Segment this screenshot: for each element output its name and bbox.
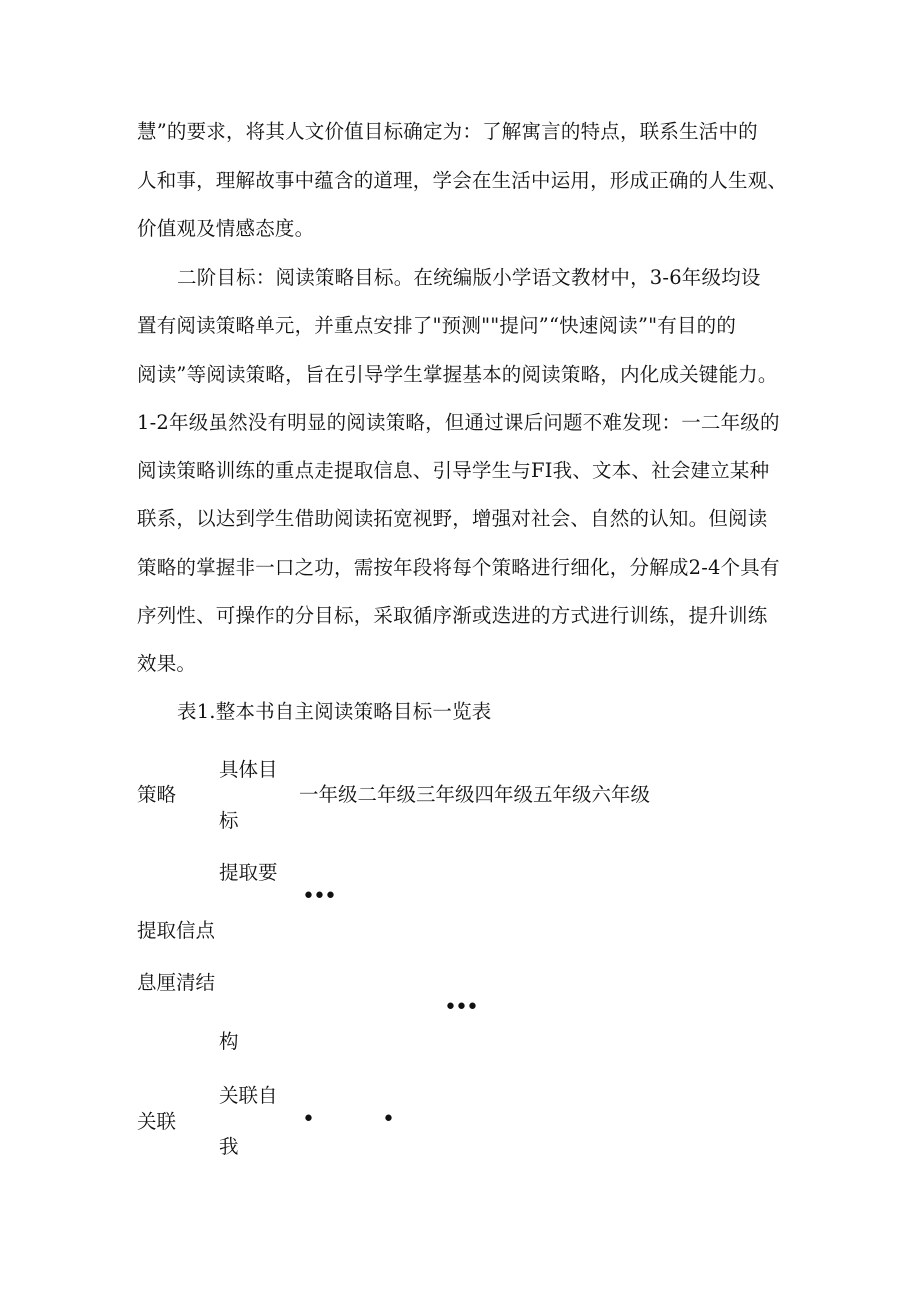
row2-goal-line1: 关联自: [219, 1084, 278, 1107]
table-caption: 表1.整本书自主阅读策略目标一览表: [177, 700, 492, 723]
text-line: 阅读”等阅读策略，旨在引导学生掌握基本的阅读策略，内化成关键能力。: [137, 363, 778, 386]
row2-mark-a: •: [302, 1107, 315, 1132]
text-line: 价值观及情感态度。: [137, 217, 315, 240]
text-line: 阅读策略训练的重点走提取信息、引导学生与FI我、文本、社会建立某种: [137, 459, 770, 482]
row1-strategy-line2: 息厘清结: [137, 971, 216, 994]
text-line: 置有阅读策略单元，并重点安排了"预测""提问”“快速阅读”"有目的的: [137, 314, 737, 337]
row1-goal-b: 构: [219, 1030, 239, 1053]
text-line: 1-2年级虽然没有明显的阅读策略，但通过课后问题不难发现：一二年级的: [137, 411, 780, 434]
text-line: 策略的掌握非一口之功，需按年段将每个策略进行细化，分解成2-4个具有: [137, 556, 780, 579]
row1-marks-a: •••: [302, 884, 335, 909]
header-grades: 一年级二年级三年级四年级五年级六年级: [299, 783, 651, 806]
text-line: 二阶目标：阅读策略目标。在统编版小学语文教材中，3-6年级均设: [177, 266, 761, 289]
text-line: 序列性、可操作的分目标，采取循序渐或迭进的方式进行训练，提升训练: [137, 604, 768, 627]
row1-marks-b: •••: [444, 995, 477, 1020]
text-line: 慧”的要求，将其人文价值目标确定为：了解寓言的特点，联系生活中的: [137, 120, 758, 143]
row1-goal-a: 提取要: [219, 861, 278, 884]
row2-strategy: 关联: [137, 1110, 177, 1133]
header-strategy: 策略: [137, 783, 177, 806]
header-goal-line1: 具体目: [219, 758, 278, 781]
text-line: 人和事，理解故事中蕴含的道理，学会在生活中运用，形成正确的人生观、: [137, 169, 788, 192]
row2-mark-b: •: [382, 1107, 395, 1132]
header-goal-line2: 标: [219, 809, 239, 832]
text-line: 联系，以达到学生借助阅读拓宽视野，增强对社会、自然的认知。但阅读: [137, 507, 768, 530]
text-line: 效果。: [137, 652, 197, 675]
row1-strategy-line1: 提取信点: [137, 919, 216, 942]
row2-goal-line2: 我: [219, 1135, 239, 1158]
